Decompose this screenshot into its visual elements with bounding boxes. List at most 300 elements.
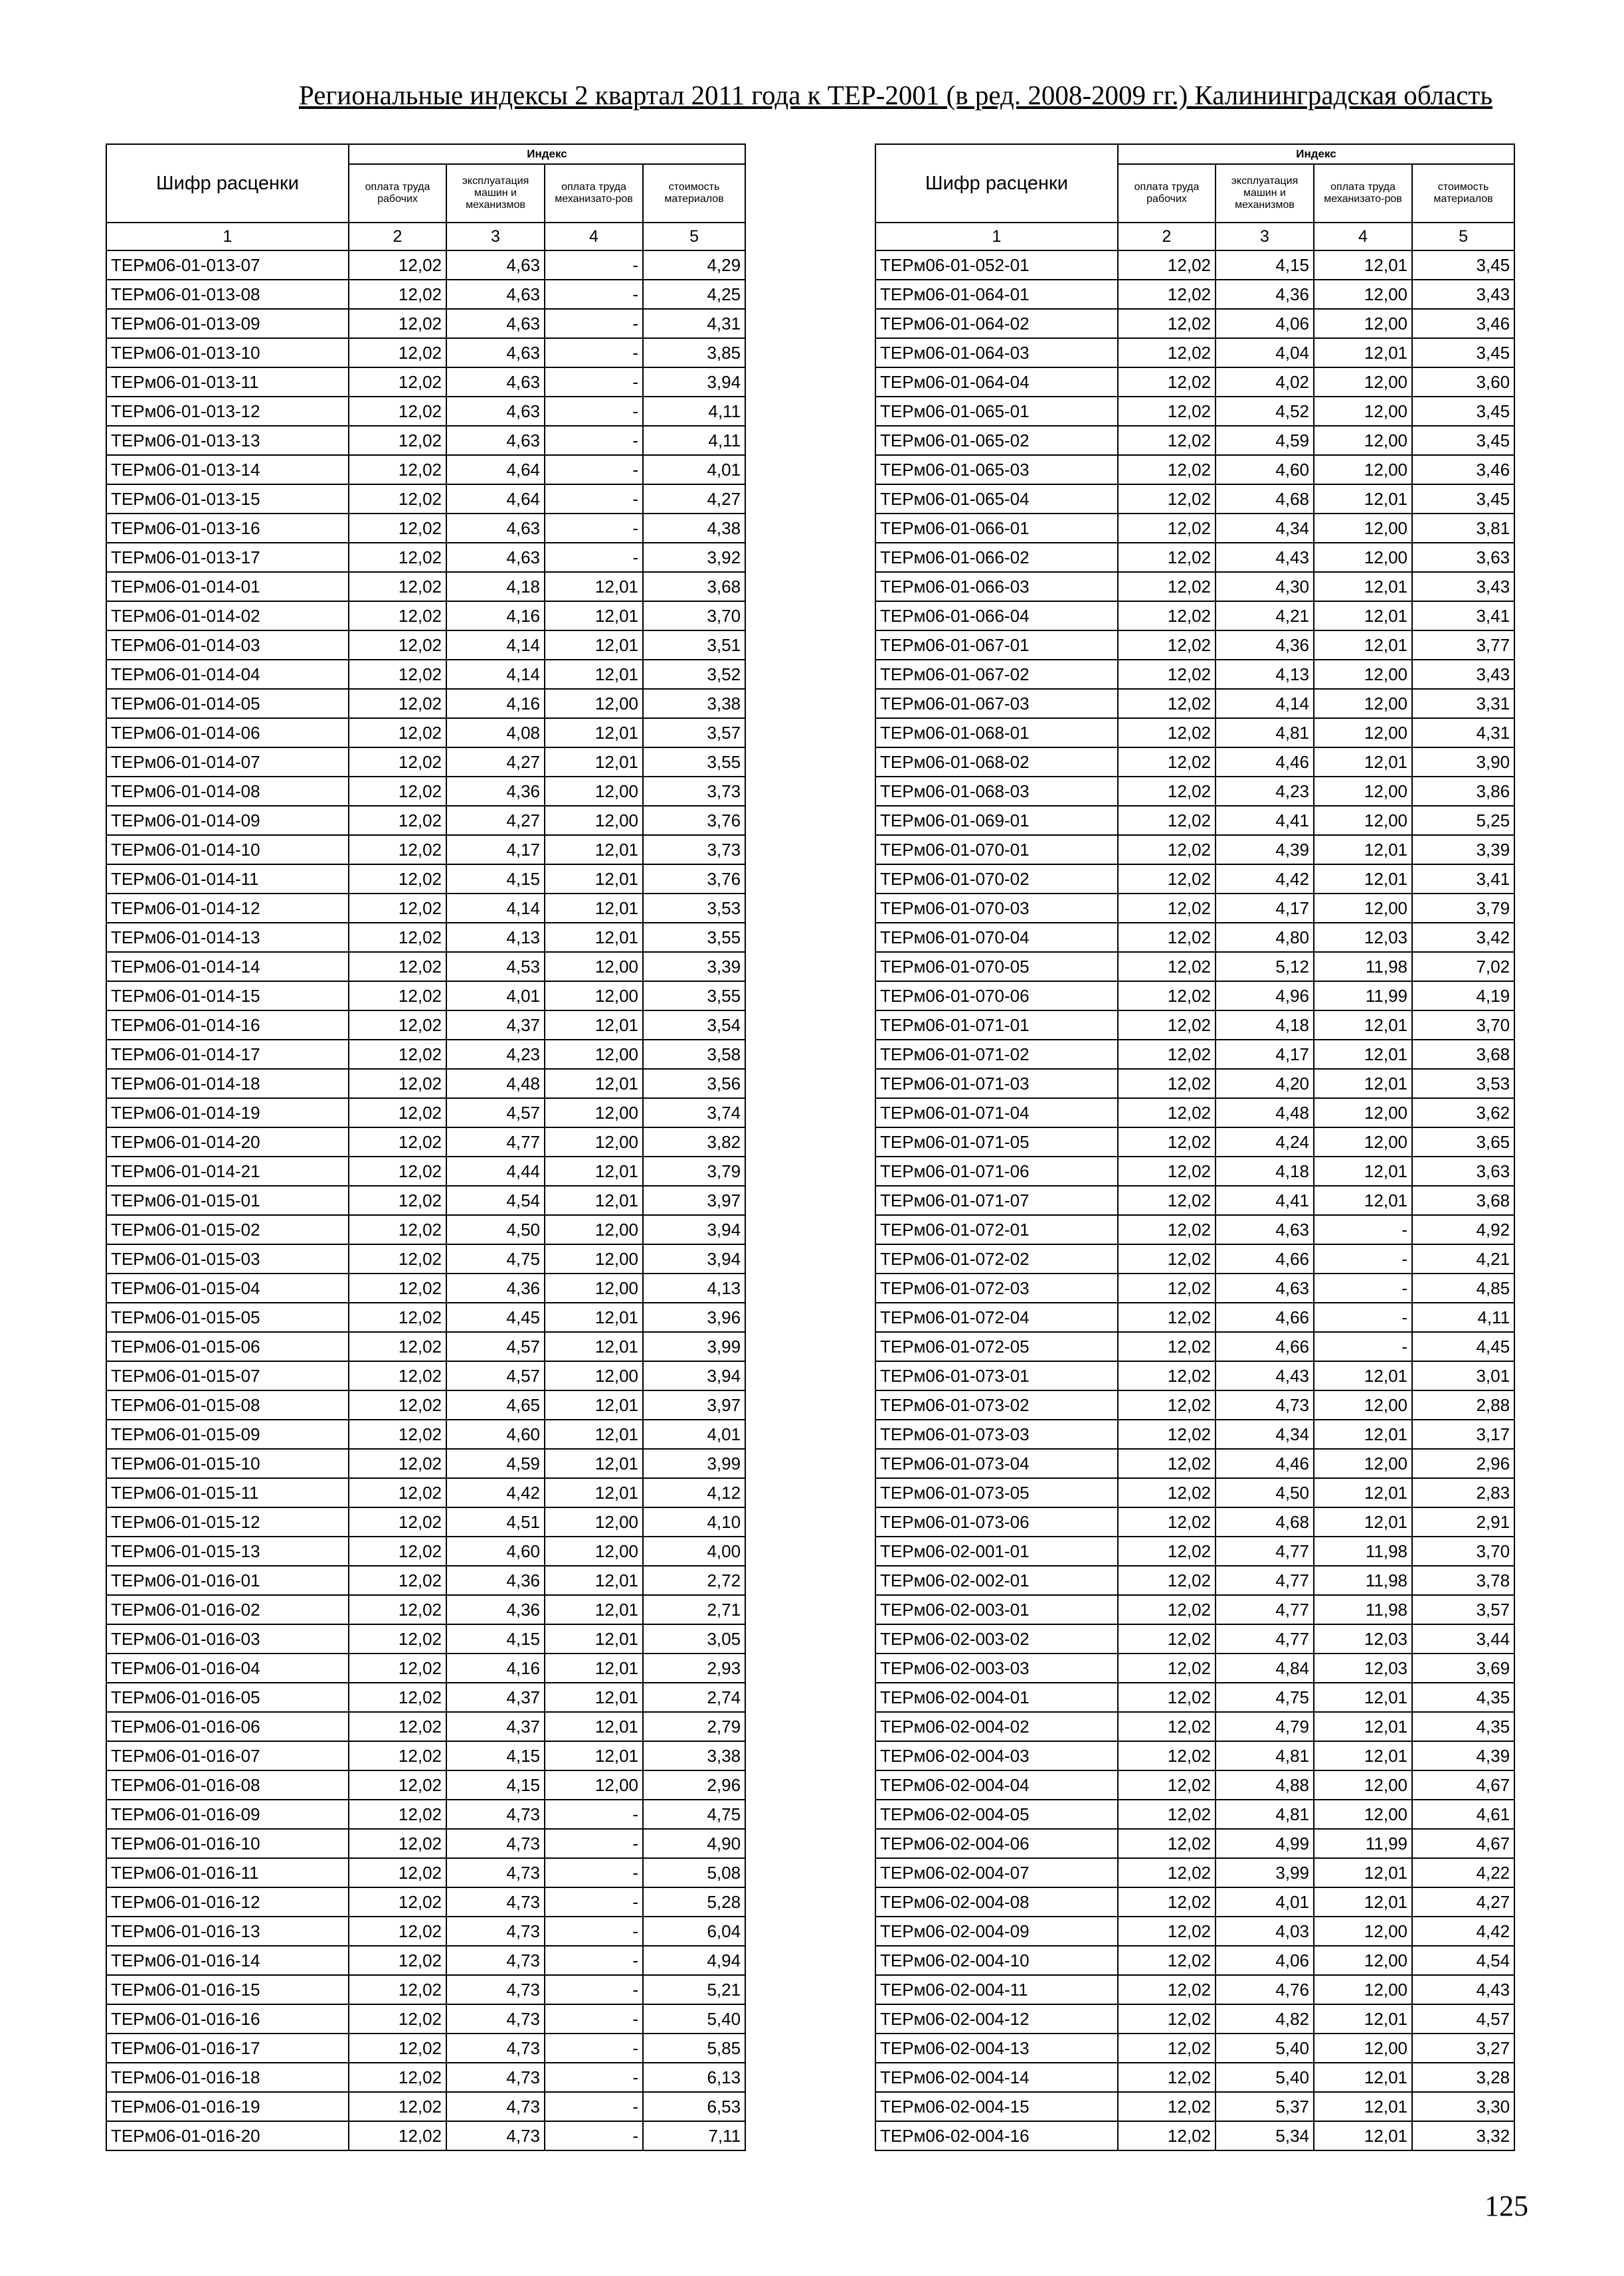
materials-index: 3,79 [1412,894,1514,923]
machines-index: 4,84 [1216,1654,1314,1683]
operators-index: 11,98 [1314,1595,1412,1624]
rate-code: ТЕРм06-01-071-04 [875,1098,1118,1127]
machines-index: 4,14 [446,894,545,923]
operators-index: - [545,2063,643,2092]
labor-index: 12,02 [349,864,446,894]
rate-code: ТЕРм06-01-013-08 [106,280,349,309]
machines-index: 4,17 [446,835,545,864]
operators-index: 12,00 [545,1244,643,1274]
materials-index: 4,54 [1412,1946,1514,1975]
materials-index: 3,55 [643,923,745,952]
table-row [106,1566,745,1595]
operators-index: 12,00 [1314,1946,1412,1975]
machines-index: 4,41 [1216,1186,1314,1215]
table-row [106,1595,745,1624]
machines-index: 4,88 [1216,1770,1314,1800]
machines-index: 4,18 [446,572,545,601]
materials-index: 3,42 [1412,923,1514,952]
materials-index: 3,43 [1412,572,1514,601]
rate-code: ТЕРм06-01-065-03 [875,455,1118,484]
table-row [875,2004,1514,2034]
machines-index: 4,57 [446,1332,545,1361]
labor-index: 12,02 [349,923,446,952]
table-row [106,397,745,426]
labor-index: 12,02 [349,1858,446,1887]
labor-index: 12,02 [1118,835,1216,864]
rate-code: ТЕРм06-01-073-05 [875,1478,1118,1507]
labor-index: 12,02 [349,338,446,367]
materials-index: 5,28 [643,1887,745,1917]
table-row [106,1507,745,1537]
materials-index: 3,86 [1412,777,1514,806]
operators-index: 12,01 [545,1420,643,1449]
table-row [106,952,745,981]
machines-index: 4,63 [446,426,545,455]
materials-index: 4,12 [643,1478,745,1507]
table-row [875,601,1514,630]
machines-index: 4,34 [1216,514,1314,543]
operators-index: 12,00 [1314,455,1412,484]
labor-index: 12,02 [349,2092,446,2121]
rate-code: ТЕРм06-01-016-20 [106,2121,349,2150]
table-row [106,1917,745,1946]
operators-index: 12,01 [545,1069,643,1098]
materials-index: 4,35 [1412,1712,1514,1741]
operators-index: 12,00 [545,981,643,1010]
header-machines: эксплуатация машин и механизмов [446,164,545,223]
rate-code: ТЕРм06-01-014-17 [106,1040,349,1069]
operators-index: 12,01 [1314,2092,1412,2121]
materials-index: 4,90 [643,1829,745,1858]
operators-index: 12,01 [1314,1712,1412,1741]
materials-index: 5,08 [643,1858,745,1887]
machines-index: 4,13 [446,923,545,952]
operators-index: - [1314,1332,1412,1361]
materials-index: 5,25 [1412,806,1514,835]
rate-code: ТЕРм06-01-066-01 [875,514,1118,543]
labor-index: 12,02 [1118,2034,1216,2063]
materials-index: 3,43 [1412,280,1514,309]
table-row [106,1069,745,1098]
materials-index: 3,99 [643,1332,745,1361]
labor-index: 12,02 [349,484,446,514]
materials-index: 3,70 [643,601,745,630]
table-row [106,689,745,718]
materials-index: 3,74 [643,1098,745,1127]
operators-index: - [545,2121,643,2150]
table-row [875,1566,1514,1595]
materials-index: 3,92 [643,543,745,572]
table-row [875,1303,1514,1332]
rate-code: ТЕРм06-02-003-03 [875,1654,1118,1683]
rate-code: ТЕРм06-01-014-01 [106,572,349,601]
rate-code: ТЕРм06-01-073-01 [875,1361,1118,1390]
rate-code: ТЕРм06-01-013-07 [106,250,349,280]
machines-index: 4,17 [1216,894,1314,923]
operators-index: 12,01 [1314,864,1412,894]
materials-index: 3,28 [1412,2063,1514,2092]
rate-code: ТЕРм06-01-015-10 [106,1449,349,1478]
materials-index: 3,41 [1412,864,1514,894]
materials-index: 3,01 [1412,1361,1514,1390]
rate-code: ТЕРм06-01-072-01 [875,1215,1118,1244]
labor-index: 12,02 [349,1654,446,1683]
materials-index: 3,32 [1412,2121,1514,2150]
materials-index: 3,45 [1412,250,1514,280]
column-number: 3 [446,223,545,250]
materials-index: 3,68 [1412,1040,1514,1069]
operators-index: 12,00 [1314,280,1412,309]
table-row [875,894,1514,923]
labor-index: 12,02 [1118,1858,1216,1887]
table-row [106,484,745,514]
machines-index: 4,44 [446,1157,545,1186]
table-row [875,455,1514,484]
table-row [106,1127,745,1157]
rate-code: ТЕРм06-01-014-08 [106,777,349,806]
page-title: Региональные индексы 2 квартал 2011 года к ТЕР-2001 (в ред. 2008-2009 гг.) Калининградская область [299,80,1493,110]
machines-index: 4,36 [446,1274,545,1303]
machines-index: 4,73 [446,2092,545,2121]
materials-index: 3,94 [643,1361,745,1390]
materials-index: 3,70 [1412,1537,1514,1566]
machines-index: 4,54 [446,1186,545,1215]
materials-index: 3,94 [643,367,745,397]
materials-index: 4,00 [643,1537,745,1566]
operators-index: 12,00 [1314,1800,1412,1829]
table-row [106,1420,745,1449]
operators-index: 12,01 [1314,250,1412,280]
labor-index: 12,02 [1118,1537,1216,1566]
rate-code: ТЕРм06-01-016-13 [106,1917,349,1946]
machines-index: 4,63 [446,309,545,338]
materials-index: 4,75 [643,1800,745,1829]
labor-index: 12,02 [349,1917,446,1946]
labor-index: 12,02 [1118,397,1216,426]
operators-index: 12,00 [545,1098,643,1127]
operators-index: 12,01 [545,1624,643,1654]
operators-index: 12,00 [1314,1127,1412,1157]
operators-index: - [545,1829,643,1858]
machines-index: 4,18 [1216,1157,1314,1186]
table-row [106,1040,745,1069]
machines-index: 4,36 [1216,280,1314,309]
labor-index: 12,02 [1118,806,1216,835]
rate-code: ТЕРм06-01-064-02 [875,309,1118,338]
table-row [106,309,745,338]
rate-code: ТЕРм06-01-014-09 [106,806,349,835]
table-row [106,981,745,1010]
labor-index: 12,02 [1118,1215,1216,1244]
machines-index: 4,81 [1216,1741,1314,1770]
operators-index: 11,98 [1314,1566,1412,1595]
materials-index: 7,11 [643,2121,745,2150]
operators-index: - [545,2004,643,2034]
machines-index: 4,37 [446,1683,545,1712]
labor-index: 12,02 [349,1946,446,1975]
machines-index: 4,01 [1216,1887,1314,1917]
table-row [875,1770,1514,1800]
rate-code: ТЕРм06-02-004-10 [875,1946,1118,1975]
operators-index: 12,00 [545,952,643,981]
machines-index: 4,53 [446,952,545,981]
labor-index: 12,02 [1118,777,1216,806]
rate-code: ТЕРм06-01-014-12 [106,894,349,923]
operators-index: - [545,514,643,543]
labor-index: 12,02 [1118,1712,1216,1741]
rate-code: ТЕРм06-02-004-06 [875,1829,1118,1858]
machines-index: 4,63 [446,338,545,367]
labor-index: 12,02 [1118,1390,1216,1420]
table-row [106,1537,745,1566]
machines-index: 5,37 [1216,2092,1314,2121]
materials-index: 3,70 [1412,1010,1514,1040]
labor-index: 12,02 [349,514,446,543]
operators-index: 12,00 [1314,367,1412,397]
machines-index: 4,02 [1216,367,1314,397]
machines-index: 4,73 [446,1975,545,2004]
labor-index: 12,02 [1118,1332,1216,1361]
labor-index: 12,02 [1118,1244,1216,1274]
rate-code: ТЕРм06-01-016-16 [106,2004,349,2034]
rate-code: ТЕРм06-01-067-03 [875,689,1118,718]
materials-index: 3,39 [643,952,745,981]
labor-index: 12,02 [349,1478,446,1507]
labor-index: 12,02 [349,1829,446,1858]
operators-index: 12,00 [545,1040,643,1069]
materials-index: 4,92 [1412,1215,1514,1244]
labor-index: 12,02 [349,1975,446,2004]
operators-index: 12,01 [1314,572,1412,601]
labor-index: 12,02 [1118,367,1216,397]
rate-code: ТЕРм06-01-014-06 [106,718,349,747]
table-row [875,1361,1514,1390]
machines-index: 4,68 [1216,1507,1314,1537]
materials-index: 2,93 [643,1654,745,1683]
table-row [106,777,745,806]
table-row [106,1800,745,1829]
labor-index: 12,02 [1118,1566,1216,1595]
operators-index: 12,01 [545,835,643,864]
column-number: 1 [875,223,1118,250]
labor-index: 12,02 [349,952,446,981]
operators-index: 12,00 [545,777,643,806]
machines-index: 4,66 [1216,1303,1314,1332]
header-materials: стоимость материалов [643,164,745,223]
operators-index: 12,01 [1314,601,1412,630]
table-row [106,1654,745,1683]
labor-index: 12,02 [349,426,446,455]
machines-index: 4,80 [1216,923,1314,952]
labor-index: 12,02 [1118,572,1216,601]
operators-index: - [545,2092,643,2121]
table-row [875,514,1514,543]
labor-index: 12,02 [1118,2092,1216,2121]
operators-index: - [545,250,643,280]
materials-index: 3,39 [1412,835,1514,864]
rate-code: ТЕРм06-01-073-04 [875,1449,1118,1478]
materials-index: 4,01 [643,1420,745,1449]
table-row [106,1829,745,1858]
operators-index: 12,00 [1314,1975,1412,2004]
machines-index: 4,52 [1216,397,1314,426]
machines-index: 4,14 [446,630,545,660]
materials-index: 3,45 [1412,484,1514,514]
materials-index: 5,21 [643,1975,745,2004]
labor-index: 12,02 [349,2121,446,2150]
rate-code: ТЕРм06-01-014-16 [106,1010,349,1040]
materials-index: 3,82 [643,1127,745,1157]
rate-code: ТЕРм06-02-004-07 [875,1858,1118,1887]
operators-index: - [1314,1215,1412,1244]
operators-index: - [545,2034,643,2063]
table-row [106,426,745,455]
materials-index: 3,45 [1412,426,1514,455]
rate-code: ТЕРм06-01-013-15 [106,484,349,514]
rate-code: ТЕРм06-01-015-02 [106,1215,349,1244]
table-row [106,2034,745,2063]
labor-index: 12,02 [349,1566,446,1595]
rate-code: ТЕРм06-02-004-05 [875,1800,1118,1829]
labor-index: 12,02 [1118,280,1216,309]
labor-index: 12,02 [349,543,446,572]
labor-index: 12,02 [349,1332,446,1361]
column-number: 1 [106,223,349,250]
materials-index: 3,41 [1412,601,1514,630]
labor-index: 12,02 [1118,1917,1216,1946]
labor-index: 12,02 [349,309,446,338]
labor-index: 12,02 [349,1215,446,1244]
machines-index: 4,59 [446,1449,545,1478]
rate-code: ТЕРм06-02-004-13 [875,2034,1118,2063]
operators-index: 12,01 [545,1303,643,1332]
operators-index: 12,00 [545,1537,643,1566]
operators-index: 12,00 [1314,1770,1412,1800]
labor-index: 12,02 [349,1712,446,1741]
rate-code: ТЕРм06-01-067-01 [875,630,1118,660]
rate-code: ТЕРм06-01-015-03 [106,1244,349,1274]
materials-index: 4,01 [643,455,745,484]
labor-index: 12,02 [349,747,446,777]
materials-index: 3,55 [643,981,745,1010]
rate-code: ТЕРм06-02-004-08 [875,1887,1118,1917]
materials-index: 4,45 [1412,1332,1514,1361]
operators-index: 12,00 [1314,689,1412,718]
materials-index: 3,53 [1412,1069,1514,1098]
table-row [106,280,745,309]
machines-index: 4,39 [1216,835,1314,864]
table-row [875,572,1514,601]
table-row [106,1770,745,1800]
header-materials: стоимость материалов [1412,164,1514,223]
materials-index: 3,78 [1412,1566,1514,1595]
machines-index: 4,77 [446,1127,545,1157]
operators-index: 12,01 [1314,1887,1412,1917]
operators-index: 12,00 [1314,1449,1412,1478]
rate-code: ТЕРм06-01-014-03 [106,630,349,660]
machines-index: 4,73 [446,1858,545,1887]
table-row [106,1186,745,1215]
operators-index: 12,00 [545,1361,643,1390]
materials-index: 3,97 [643,1186,745,1215]
operators-index: 11,98 [1314,952,1412,981]
operators-index: 12,00 [1314,309,1412,338]
labor-index: 12,02 [1118,1478,1216,1507]
machines-index: 4,73 [446,2121,545,2150]
machines-index: 5,12 [1216,952,1314,981]
rate-code: ТЕРм06-01-015-05 [106,1303,349,1332]
machines-index: 4,73 [446,2063,545,2092]
table-row [106,806,745,835]
operators-index: - [545,397,643,426]
operators-index: 12,00 [1314,1917,1412,1946]
machines-index: 4,21 [1216,601,1314,630]
labor-index: 12,02 [1118,484,1216,514]
machines-index: 4,37 [446,1712,545,1741]
table-row [875,718,1514,747]
table-row [875,630,1514,660]
labor-index: 12,02 [349,1127,446,1157]
materials-index: 5,85 [643,2034,745,2063]
rate-code: ТЕРм06-01-014-11 [106,864,349,894]
rate-code: ТЕРм06-01-015-11 [106,1478,349,1507]
operators-index: - [545,1858,643,1887]
materials-index: 3,43 [1412,660,1514,689]
table-row [875,426,1514,455]
materials-index: 4,31 [643,309,745,338]
column-number: 4 [1314,223,1412,250]
machines-index: 4,24 [1216,1127,1314,1157]
operators-index: - [545,1800,643,1829]
machines-index: 4,46 [1216,1449,1314,1478]
labor-index: 12,02 [349,1770,446,1800]
materials-index: 3,94 [643,1215,745,1244]
labor-index: 12,02 [349,572,446,601]
materials-index: 2,79 [643,1712,745,1741]
table-row [875,1683,1514,1712]
table-row [106,1624,745,1654]
labor-index: 12,02 [349,397,446,426]
operators-index: 12,01 [1314,484,1412,514]
materials-index: 3,46 [1412,455,1514,484]
rate-code: ТЕРм06-01-067-02 [875,660,1118,689]
materials-index: 4,35 [1412,1683,1514,1712]
rate-code: ТЕРм06-01-071-03 [875,1069,1118,1098]
machines-index: 4,81 [1216,718,1314,747]
table-row [106,1478,745,1507]
rate-code: ТЕРм06-01-070-03 [875,894,1118,923]
table-row [875,952,1514,981]
table-row [875,1946,1514,1975]
materials-index: 4,27 [643,484,745,514]
machines-index: 4,48 [1216,1098,1314,1127]
table-row [106,747,745,777]
table-row [106,543,745,572]
rate-code: ТЕРм06-01-014-10 [106,835,349,864]
labor-index: 12,02 [1118,981,1216,1010]
table-row [875,2092,1514,2121]
materials-index: 3,96 [643,1303,745,1332]
operators-index: 12,03 [1314,923,1412,952]
machines-index: 4,43 [1216,543,1314,572]
machines-index: 4,42 [446,1478,545,1507]
labor-index: 12,02 [1118,1946,1216,1975]
labor-index: 12,02 [1118,1741,1216,1770]
labor-index: 12,02 [1118,1683,1216,1712]
table-row [875,367,1514,397]
machines-index: 4,51 [446,1507,545,1537]
machines-index: 4,73 [446,2004,545,2034]
